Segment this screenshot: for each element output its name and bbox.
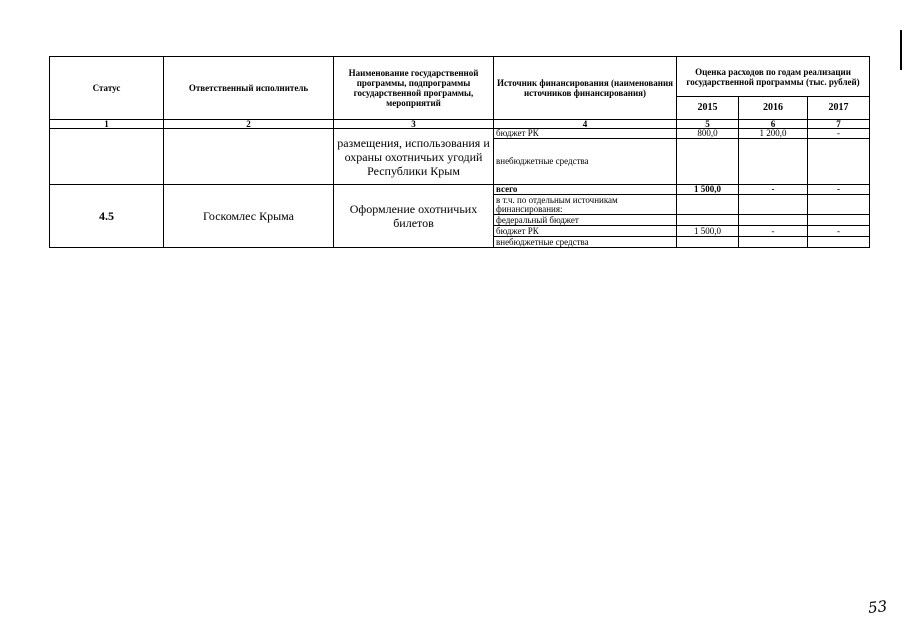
amount-2016: 1 200,0 [739, 129, 808, 139]
status-cell-empty [50, 129, 164, 185]
amount-2017: - [808, 129, 870, 139]
amount-2015 [677, 195, 739, 215]
status-cell: 4.5 [50, 185, 164, 248]
column-numbers-row [50, 120, 870, 129]
source-cell: внебюджетные средства [494, 237, 677, 248]
amount-2015 [677, 237, 739, 248]
budget-table [49, 56, 870, 248]
table-row [50, 185, 870, 195]
amount-2016: - [739, 185, 808, 195]
amount-2017: - [808, 185, 870, 195]
column-number: 4 [494, 120, 677, 129]
amount-2017 [808, 215, 870, 226]
header-program-name: Наименование государственной программы, подпрограммы государственной программы, мероприятий [334, 57, 494, 120]
page-number: 53 [867, 597, 888, 617]
amount-2015 [677, 215, 739, 226]
source-cell: бюджет РК [494, 226, 677, 237]
amount-2015: 1 500,0 [677, 226, 739, 237]
source-cell: в т.ч. по отдельным источникам финансирования: [494, 195, 677, 215]
header-status: Статус [50, 57, 164, 120]
source-cell: федеральный бюджет [494, 215, 677, 226]
source-cell: всего [494, 185, 677, 195]
column-number: 6 [739, 120, 808, 129]
header-source: Источник финансирования (наименования источников финансирования) [494, 57, 677, 120]
amount-2016 [739, 139, 808, 185]
column-number: 2 [164, 120, 334, 129]
executor-cell: Госкомлес Крыма [164, 185, 334, 248]
header-year-2017: 2017 [808, 97, 870, 120]
program-text-continued: размещения, использования и охраны охотничьих угодий Республики Крым [334, 129, 494, 185]
column-number: 3 [334, 120, 494, 129]
header-row [50, 57, 870, 97]
header-estimate: Оценка расходов по годам реализации государственной программы (тыс. рублей) [677, 57, 870, 97]
margin-line [900, 30, 902, 70]
amount-2016 [739, 195, 808, 215]
header-year-2016: 2016 [739, 97, 808, 120]
amount-2015: 1 500,0 [677, 185, 739, 195]
header-executor: Ответственный исполнитель [164, 57, 334, 120]
amount-2017 [808, 139, 870, 185]
source-cell: бюджет РК [494, 129, 677, 139]
source-cell: внебюджетные средства [494, 139, 677, 185]
amount-2016 [739, 215, 808, 226]
executor-cell-empty [164, 129, 334, 185]
amount-2017 [808, 195, 870, 215]
table-row [50, 129, 870, 139]
header-year-2015: 2015 [677, 97, 739, 120]
program-text: Оформление охотничьих билетов [334, 185, 494, 248]
amount-2016: - [739, 226, 808, 237]
column-number: 7 [808, 120, 870, 129]
column-number: 5 [677, 120, 739, 129]
amount-2016 [739, 237, 808, 248]
amount-2015: 800,0 [677, 129, 739, 139]
amount-2017: - [808, 226, 870, 237]
amount-2017 [808, 237, 870, 248]
column-number: 1 [50, 120, 164, 129]
amount-2015 [677, 139, 739, 185]
